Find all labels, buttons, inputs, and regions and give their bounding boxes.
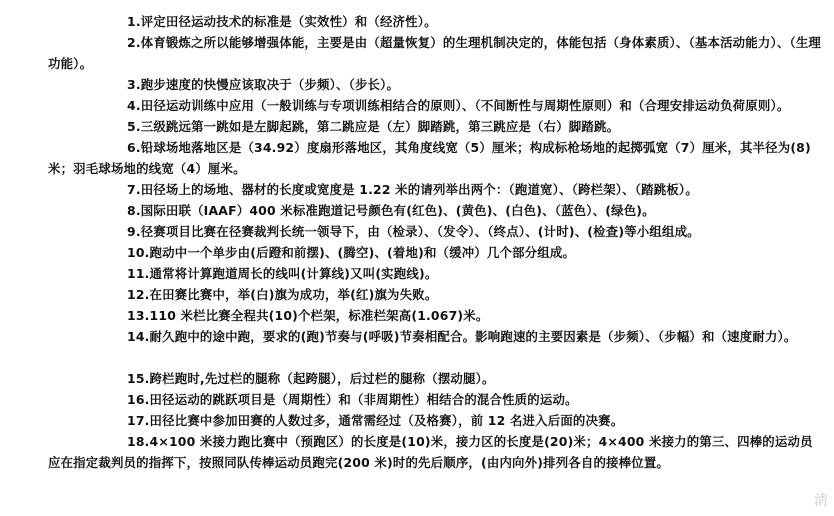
item-2: 2.体育锻炼之所以能够增强体能，主要是由（超量恢复）的生理机制决定的，体能包括（身体素质）、（基本活动能力）、（生理功能）。 <box>48 35 822 71</box>
watermark-glyph: 淸 <box>814 493 828 509</box>
item-4: 4.田径运动训练中应用（一般训练与专项训练相结合的原则）、（不间断性与周期性原则）和（合理安排运动负荷原则）。 <box>127 98 790 113</box>
item-1: 1.评定田径运动技术的标准是（实效性）和（经济性）。 <box>127 14 437 29</box>
item-15: 15.跨栏跑时,先过栏的腿称（起跨腿），后过栏的腿称（摆动腿）。 <box>127 371 495 386</box>
item-17: 17.田径比赛中参加田赛的人数过多，通常需经过（及格赛），前 12 名进入后面的决赛。 <box>127 413 624 428</box>
item-6: 6.铅球场地落地区是（34.92）度扇形落地区，其角度线宽（5）厘米；构成标枪场地的起掷弧宽（7）厘米，其半径为(8)米；羽毛球场地的线宽（4）厘米。 <box>48 140 811 176</box>
item-11: 11.通常将计算跑道周长的线叫(计算线)又叫(实跑线)。 <box>127 266 438 281</box>
item-14: 14.耐久跑中的途中跑，要求的(跑)节奏与(呼吸)节奏相配合。影响跑速的主要因素是（步频）、（步幅）和（速度耐力）。 <box>127 329 797 344</box>
item-18: 18.4×100 米接力跑比赛中（预跑区）的长度是(10)米，接力区的长度是(20)米；4×400 米接力的第三、四棒的运动员应在指定裁判员的指挥下，按照同队传棒运动员跑完(200 米)时的先后顺序，(由内向外)排列各自的接棒位置。 <box>48 434 813 470</box>
item-5: 5.三级跳远第一跳如是左脚起跳，第二跳应是（左）脚踏跳，第三跳应是（右）脚踏跳。 <box>127 119 620 134</box>
item-3: 3.跑步速度的快慢应该取决于（步频）、（步长）。 <box>127 77 400 92</box>
item-13: 13.110 米栏比赛全程共(10)个栏架，标准栏架高(1.067)米。 <box>127 308 489 323</box>
item-8: 8.国际田联（IAAF）400 米标准跑道记号颜色有(红色)、(黄色)、(白色)、（蓝色）、(绿色)。 <box>127 203 655 218</box>
item-16: 16.田径运动的跳跃项目是（周期性）和（非周期性）相结合的混合性质的运动。 <box>127 392 578 407</box>
item-7: 7.田径场上的场地、器材的长度或宽度是 1.22 米的请列举出两个：（跑道宽）、（跨栏架）、（踏跳板）。 <box>127 182 698 197</box>
item-10: 10.跑动中一个单步由(后蹬和前摆)、(腾空)、(着地)和（缓冲）几个部分组成。 <box>127 245 576 260</box>
item-12: 12.在田赛比赛中，举(白)旗为成功，举(红)旗为失败。 <box>127 287 438 302</box>
item-9: 9.径赛项目比赛在径赛裁判长统一领导下，由（检录）、（发令）、（终点）、(计时)、(检查)等小组组成。 <box>127 224 700 239</box>
